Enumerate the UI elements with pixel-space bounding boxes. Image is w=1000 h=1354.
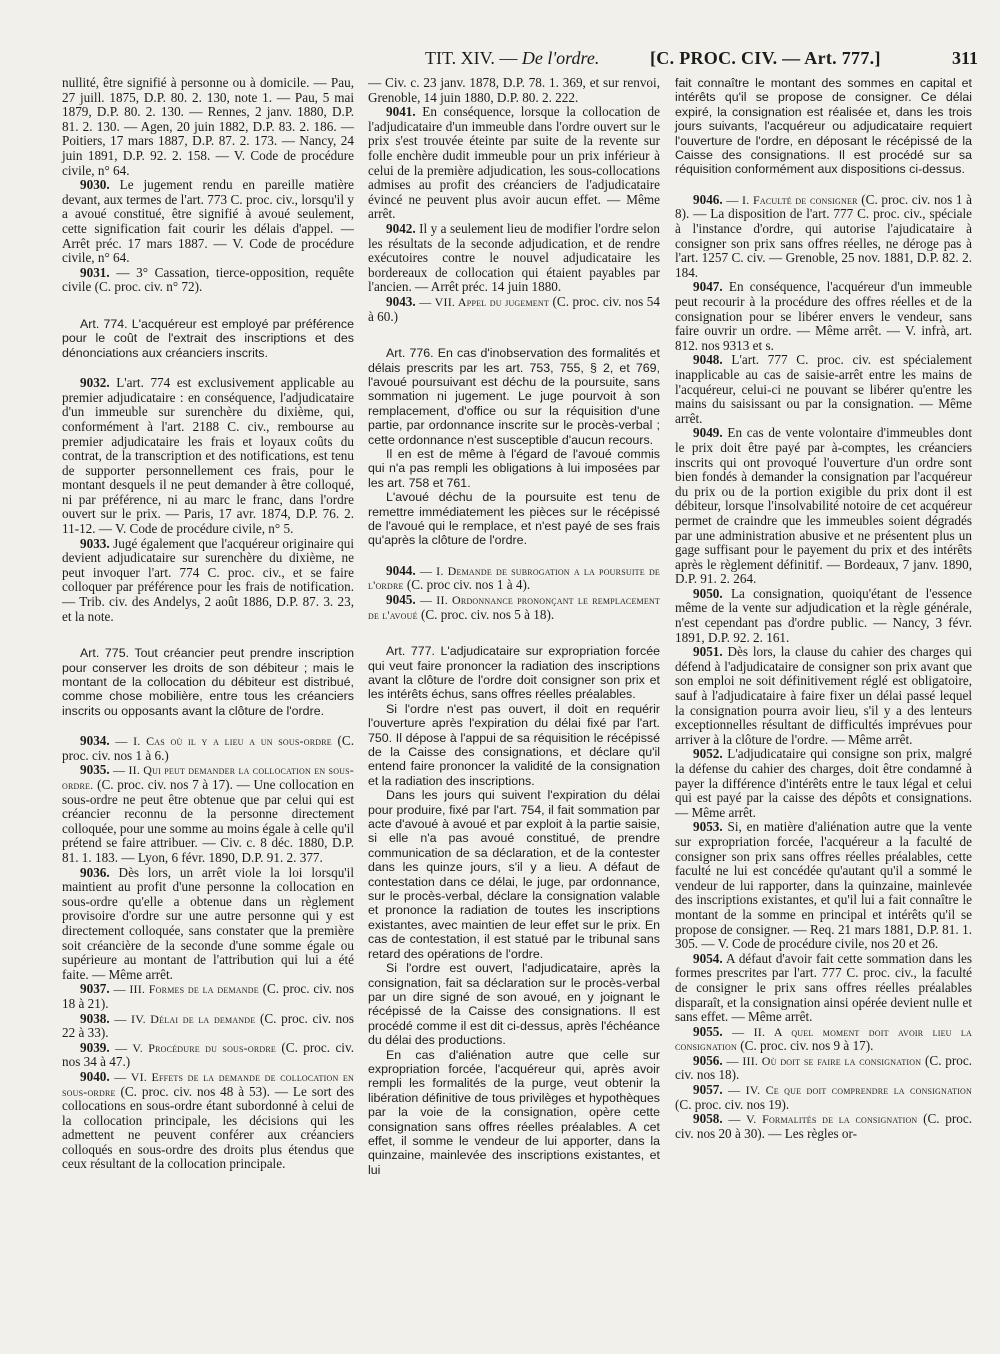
paragraph: — Civ. c. 23 janv. 1878, D.P. 78. 1. 369, et sur renvoi, Grenoble, 14 juin 1880, D.P. 80. 2. 222. — [368, 75, 660, 105]
paragraph-number: 9047. — [693, 279, 723, 295]
article-776-paragraph: Il en est de même à l'égard de l'avoué commis qui n'a pas rempli les obligations à lui imposées par les art. 758 et 761. — [368, 446, 660, 490]
paragraph-text: (C. proc. civ. nos 34 à 47.) — [62, 1039, 355, 1070]
paragraph-9039 — [62, 1041, 354, 1070]
section-heading: — I. Faculté de consigner — [726, 192, 858, 207]
paragraph-number: 9040. — [80, 1068, 110, 1084]
column-middle — [368, 76, 660, 1177]
page-number: 311 — [952, 48, 979, 68]
paragraph-text: Dès lors, la clause du cahier des charges qui défend à l'adjudicataire de consigner son prix avant que son emploi ne soit définitivement réglé est obligatoire, sauf à l'adjudicataire à faire fixer un délai passé lequel la consignation pourra avoir lieu, s'il y a des lenteurs exceptionnelles résultant de difficultés imprévues pour arriver à la clôture de l'ordre. — Même arrêt. — [675, 644, 972, 747]
paragraph-9041 — [368, 105, 660, 222]
section-heading: — VI. Effets de la demande de collocation en sous-ordre — [62, 1069, 354, 1099]
paragraph-9049 — [675, 426, 972, 587]
paragraph-text: L'adjudicataire qui consigne son prix, malgré la défense du cahier des charges, doit être condamné à payer la différence d'intérêts entre le taux légal et celui qui est payé par la caisse des dépôts et consignations. — Même arrêt. — [675, 746, 973, 820]
paragraph-text: (C. proc. civ. nos 54 à 60.) — [368, 293, 660, 324]
paragraph-text: (C. proc civ. nos 1 à 4). — [406, 577, 531, 593]
paragraph-9034 — [62, 734, 354, 763]
paragraph-number: 9044. — [386, 562, 416, 578]
article-775: Art. 775. Tout créancier peut prendre inscription pour conserver les droits de son débiteur ; mais le montant de la collocation du débiteur est distribué, comme chose mobilière, entre tous les créanciers inscrits ou opposants avant la clôture de l'ordre. — [62, 646, 354, 718]
paragraph-9058 — [675, 1112, 972, 1141]
paragraph-number: 9045. — [386, 591, 416, 607]
article-777-paragraph: En cas d'aliénation autre que celle sur expropriation forcée, l'acquéreur qui, après avoir rempli les formalités de la purge, veut obtenir la libération définitive de tous privilèges et hypothèques par la voie de la consignation, opère cette consignation sans offres réelles préalables. A cet effet, il somme le vendeur de lui apporter, dans la quinzaine, mainlevée des inscriptions existantes, et lui — [368, 1047, 660, 1177]
article-776-paragraph: L'avoué déchu de la poursuite est tenu de remettre immédiatement les pièces sur le récépissé de l'avoué qui le remplace, et n'est payé de ses frais qu'après la clôture de l'ordre. — [368, 490, 660, 548]
section-heading: — III. Formes de la demande — [113, 982, 259, 997]
paragraph-number: 9057. — [693, 1082, 723, 1098]
paragraph-9043 — [368, 295, 660, 324]
article-777-paragraph: fait connaître le montant des sommes en capital et intérêts qu'il se propose de consigner. Ce délai expiré, la consignation est réalisée et, dans les trois jours suivants, l'acquéreur ou adjudicataire requiert l'ouverture de l'ordre, en déposant le récépissé de la Caisse des consignations. Il est procédé sur sa réquisition conformément aux dispositions ci-dessus. — [675, 76, 972, 177]
paragraph-number: 9054. — [693, 950, 723, 966]
paragraph-text: Jugé également que l'acquéreur originaire qui devient adjudicataire sur surenchère du dixième, ne peut invoquer l'art. 774 C. proc. civ., et se faire colloquer par préférence pour les frais de notification. — Trib. civ. des Andelys, 2 août 1886, D.P. 87. 3. 23, et la note. — [62, 535, 355, 624]
paragraph-9046 — [675, 193, 972, 281]
section-heading: — VII. Appel du jugement — [419, 294, 549, 309]
paragraph-number: 9042. — [386, 220, 416, 236]
paragraph-number: 9032. — [80, 375, 110, 391]
article-774: Art. 774. L'acquéreur est employé par préférence pour le coût de l'extrait des inscriptions et des dénonciations aux créanciers inscrits. — [62, 316, 354, 360]
paragraph-text: (C. proc. civ. nos 18 à 21). — [62, 981, 355, 1011]
paragraph-9035 — [62, 763, 354, 865]
paragraph-number: 9058. — [693, 1111, 723, 1127]
article-777-paragraph: Dans les jours qui suivent l'expiration du délai pour produire, fixé par l'art. 754, il fait sommation par acte d'avoué à avoué et par exploit à la partie saisie, si elle n'a pas avoué constitué, de prendre communication de sa déclaration, et de la contester dans les quinze jours, s'il y a lieu. A défaut de contestation dans ce délai, le juge, par ordonnance, sur le procès-verbal, déclare la consignation valable et prononce la radiation de toutes les inscriptions existantes, avec maintien de leur effet sur le prix. En cas de contestation, il est statué par le tribunal sans retard des opérations de l'ordre. — [368, 788, 660, 961]
paragraph-9055 — [675, 1025, 972, 1054]
column-left — [62, 76, 354, 1172]
paragraph-text: (C. proc. civ. nos 20 à 30). — Les règles or- — [675, 1111, 973, 1141]
paragraph-number: 9048. — [693, 352, 723, 368]
paragraph-text: (C. proc. civ. nos 22 à 33). — [62, 1010, 354, 1041]
paragraph-9040 — [62, 1070, 354, 1172]
paragraph-text: (C. proc. civ. nos 18). — [675, 1052, 973, 1083]
paragraph-9051 — [675, 645, 972, 747]
paragraph-9038 — [62, 1012, 354, 1041]
paragraph-text: (C. proc. civ. nos 1 à 6.) — [62, 733, 355, 763]
paragraph-9048 — [675, 353, 972, 426]
paragraph-9053 — [675, 820, 972, 951]
paragraph-number: 9031. — [80, 264, 110, 280]
article-777: Art. 777. L'adjudicataire sur expropriation forcée qui veut faire prononcer la radiation des inscriptions avant la clôture de l'ordre doit consigner son prix et les intérêts échus, sans offres réelles préalables. — [368, 644, 660, 702]
paragraph-text: En cas de vente volontaire d'immeubles dont le prix doit être payé par à-comptes, les créanciers inscrits qui ont provoqué l'ouverture d'un ordre sont bien fondés à demander la consignation par l'acquéreur du prix ou de la portion exigible du prix dont il est débiteur, lorsque l'insolvabilité notoire de cet acquéreur permet de craindre que les immeubles soient dégradés par une administration abusive et ne présentent plus un gage suffisant pour le payement du prix et des intérêts après le règlement définitif. — Bordeaux, 7 janv. 1890, D.P. 91. 2. 264. — [675, 425, 973, 587]
section-heading: — IV. Délai de la demande — [114, 1011, 256, 1026]
paragraph-9033 — [62, 537, 354, 625]
paragraph: nullité, être signifié à personne ou à domicile. — Pau, 27 juill. 1875, D.P. 80. 2. 130, note 1. — Pau, 5 mai 1879, D.P. 80. 2. 130. — Rennes, 2 janv. 1880, D.P. 81. 2. 130. — Agen, 20 juin 1882, D.P. 83. 2. 186. — Poitiers, 17 mars 1887, D.P. 87. 2. 173. — Nancy, 24 juin 1891, D.P. 92. 2. 158. — V. Code de procédure civile, n° 64. — [62, 75, 354, 178]
paragraph-9031 — [62, 266, 354, 295]
paragraph-number: 9050. — [693, 585, 723, 601]
paragraph-number: 9037. — [80, 981, 110, 997]
paragraph-text: L'art. 777 C. proc. civ. est spécialement inapplicable au cas de saisie-arrêt entre les mains de l'acquéreur, celui-ci ne pouvant se libérer qu'entre les mains du saisissant ou par la consignation. — Même arrêt. — [675, 352, 973, 426]
section-heading: — I. Cas où il y a lieu a un sous-ordre — [115, 734, 332, 749]
paragraph-text: Il y a seulement lieu de modifier l'ordre selon les résultats de la seconde adjudication, et de rendre exécutoires contre le nouvel adjudicataire les bordereaux de collocation qui étaient payables par l'ancien. — Arrêt préc. 14 juin 1880. — [368, 220, 660, 295]
paragraph-9054 — [675, 952, 972, 1025]
section-heading: — II. Qui peut demander la collocation en sous-ordre. — [62, 763, 354, 793]
paragraph-number: 9051. — [693, 644, 723, 660]
paragraph-text: L'art. 774 est exclusivement applicable au premier adjudicataire : en conséquence, l'adjudicataire d'un immeuble sur surenchère du dixième, qui, conformément à l'art. 2188 C. civ., rembourse au premier adjudicataire les frais et loyaux coûts du contrat, de la transcription et des notifications, est tenu de supporter personnellement ces frais, pour le montant desquels il ne peut demander à être colloqué, ni par préférence, ni au marc le franc, dans l'ordre ouvert sur le prix. — Paris, 17 avr. 1874, D.P. 76. 2. 11-12. — V. Code de procédure civile, n° 5. — [62, 375, 354, 537]
header-title-prefix: TIT. XIV. — — [425, 48, 518, 68]
paragraph-text: Si, en matière d'aliénation autre que la vente sur expropriation forcée, l'acquéreur a la faculté de consigner son prix sans offres réelles préalables, cette faculté ne lui est concédée qu'autant qu'il a sommé le vendeur de lui rapporter, dans la quinzaine, mainlevée des inscriptions existantes, et qu'il lui a fait connaître le montant de la somme en principal et intérêts qu'il se propose de consigner. — Req. 21 mars 1881, D.P. 81. 1. 305. — V. Code de procédure civile, nos 20 et 26. — [675, 819, 972, 952]
paragraph-9050 — [675, 587, 972, 645]
paragraph-number: 9041. — [386, 104, 416, 120]
paragraph-text: — 3° Cassation, tierce-opposition, requête civile (C. proc. civ. n° 72). — [62, 264, 355, 295]
paragraph-text: En conséquence, l'acquéreur d'un immeuble peut recourir à la procédure des offres réelles et de la consignation pour se libérer envers le vendeur, sans faire ouvrir un ordre. — Même arrêt. — V. infrà, art. 812. nos 9313 et s. — [675, 279, 972, 353]
header-code-reference: [C. PROC. CIV. — Art. 777.] — [650, 48, 881, 68]
running-header — [0, 44, 1000, 72]
paragraph-text: (C. proc. civ. nos 48 à 53). — Le sort des collocations en sous-ordre étant subordonné à celui de la collocation principale, les décisions qui les admettent ne peuvent conférer aux créanciers colloqués en sous-ordre des droits plus étendus que ceux résultant de la collocation principale. — [62, 1083, 354, 1172]
paragraph-9032 — [62, 376, 354, 537]
paragraph-9044 — [368, 564, 660, 593]
paragraph-text: (C. proc. civ. nos 9 à 17). — [740, 1038, 874, 1054]
section-heading: — II. A quel moment doit avoir lieu la consignation — [675, 1024, 972, 1054]
paragraph-number: 9036. — [80, 864, 110, 880]
paragraph-text: Le jugement rendu en pareille matière devant, aux termes de l'art. 773 C. proc. civ., lorsqu'il y a avoué constitué, être signifié à avoué seulement, cette signification fait courir les délais d'appel. — Arrêt préc. 17 mars 1887. — V. Code de procédure civile, n° 64. — [62, 177, 354, 266]
paragraph-text: Dès lors, un arrêt viole la loi lorsqu'il maintient au profit d'une personne la collocation en sous-ordre qu'elle a obtenue dans un règlement provisoire d'ordre sur une autre personne qui y est directement colloquée, sans constater que la première soit créancière de la seconde d'une somme égale ou supérieure au montant de l'attribution qui lui a été faite. — Même arrêt. — [62, 864, 354, 982]
paragraph-9057 — [675, 1083, 972, 1112]
section-heading: — V. Procédure du sous-ordre — [115, 1040, 276, 1055]
paragraph-number: 9056. — [693, 1052, 723, 1068]
paragraph-number: 9034. — [80, 733, 110, 749]
paragraph-number: 9052. — [693, 746, 723, 762]
paragraph-text: (C. proc. civ. nos 7 à 17). — Une collocation en sous-ordre ne peut être obtenue que par celui qui est créancier reconnu de la personne directement colloquée, pour une somme au moins égale à celle qu'il prétend se faire attribuer. — Civ. c. 8 déc. 1880, D.P. 81. 1. 183. — Lyon, 6 févr. 1890, D.P. 91. 2. 377. — [62, 777, 354, 865]
paragraph-9030 — [62, 178, 354, 266]
paragraph-9042 — [368, 222, 660, 295]
paragraph-9037 — [62, 982, 354, 1011]
section-heading: — III. Où doit se faire la consignation — [726, 1053, 922, 1068]
section-heading: — V. Formalités de la consignation — [728, 1112, 918, 1127]
paragraph-text: (C. proc. civ. nos 19). — [675, 1096, 790, 1112]
header-title-italic: De l'ordre. — [521, 48, 600, 68]
paragraph-9045 — [368, 593, 660, 622]
paragraph-number: 9030. — [80, 177, 110, 193]
paragraph-number: 9035. — [80, 762, 110, 778]
paragraph-9052 — [675, 747, 972, 820]
paragraph-number: 9039. — [80, 1039, 110, 1055]
article-776: Art. 776. En cas d'inobservation des formalités et délais prescrits par les art. 753, 755, § 2, et 769, l'avoué poursuivant est déchu de la poursuite, sans sommation ni jugement. Le juge pourvoit à son remplacement, d'office ou sur la réquisition d'une partie, par ordonnance inscrite sur le procès-verbal ; cette ordonnance n'est susceptible d'aucun recours. — [368, 346, 660, 447]
paragraph-9036 — [62, 866, 354, 983]
section-heading: — II. Ordonnance prononçant le remplacement de l'avoué — [368, 592, 661, 622]
header-title — [425, 48, 599, 69]
paragraph-text: (C. proc. civ. nos 5 à 18). — [420, 606, 555, 622]
section-heading: — I. Demande de subrogation a la poursuite de l'ordre — [368, 563, 661, 593]
paragraph-number: 9043. — [386, 293, 416, 309]
paragraph-number: 9049. — [693, 425, 723, 441]
paragraph-number: 9055. — [693, 1023, 723, 1039]
paragraph-number: 9038. — [80, 1010, 110, 1026]
paragraph-text: (C. proc. civ. nos 1 à 8). — La disposition de l'art. 777 C. proc. civ., spéciale à l'instance d'ordre, qui autorise l'ajudicataire à consigner son prix sans offres réelles, ne déroge pas à l'art. 1257 C. civ. — Grenoble, 25 nov. 1881, D.P. 82. 2. 184. — [675, 191, 972, 280]
section-heading: — IV. Ce que doit comprendre la consignation — [728, 1083, 973, 1098]
paragraph-text: A défaut d'avoir fait cette sommation dans les formes prescrites par l'art. 777 C. proc. civ., la faculté de consigner le prix sans offres réelles préalables disparaît, et la consignation ainsi opérée devient nulle et sans effet. — Même arrêt. — [675, 950, 973, 1025]
paragraph-text: En conséquence, lorsque la collocation de l'adjudicataire d'un immeuble dans l'ordre ouvert sur le prix s'est trouvée éteinte par suite de la revente sur folle enchère dudit immeuble pour un prix inférieur à celui de la première adjudication, les sous-collocations admises au profit des créanciers de l'adjudicataire évincé ne peuvent plus avoir aucun effet. — Même arrêt. — [368, 104, 660, 222]
paragraph-number: 9053. — [693, 819, 723, 835]
article-777-paragraph: Si l'ordre est ouvert, l'adjudicataire, après la consignation, fait sa déclaration sur le procès-verbal par un dire signé de son avoué, en y joignant le récépissé de la Caisse des consignations. Il est procédé comme il est dit ci-dessus, après l'échéance du délai des productions. — [368, 961, 660, 1048]
article-777-paragraph: Si l'ordre n'est pas ouvert, il doit en requérir l'ouverture après l'expiration du délai fixé par l'art. 750. Il dépose à l'appui de sa réquisition le récépissé de la Caisse des consignations, et déclare qu'il entend faire prononcer la validité de la consignation et la radiation des inscriptions. — [368, 701, 660, 788]
column-right — [675, 76, 972, 1141]
paragraph-9047 — [675, 280, 972, 353]
paragraph-number: 9046. — [693, 191, 723, 207]
paragraph-number: 9033. — [80, 535, 110, 551]
paragraph-9056 — [675, 1054, 972, 1083]
paragraph-text: La consignation, quoiqu'étant de l'essence même de la vente sur adjudication et la règle générale, n'est cependant pas d'ordre public. — Nancy, 3 févr. 1891, D.P. 92. 2. 161. — [675, 585, 972, 645]
